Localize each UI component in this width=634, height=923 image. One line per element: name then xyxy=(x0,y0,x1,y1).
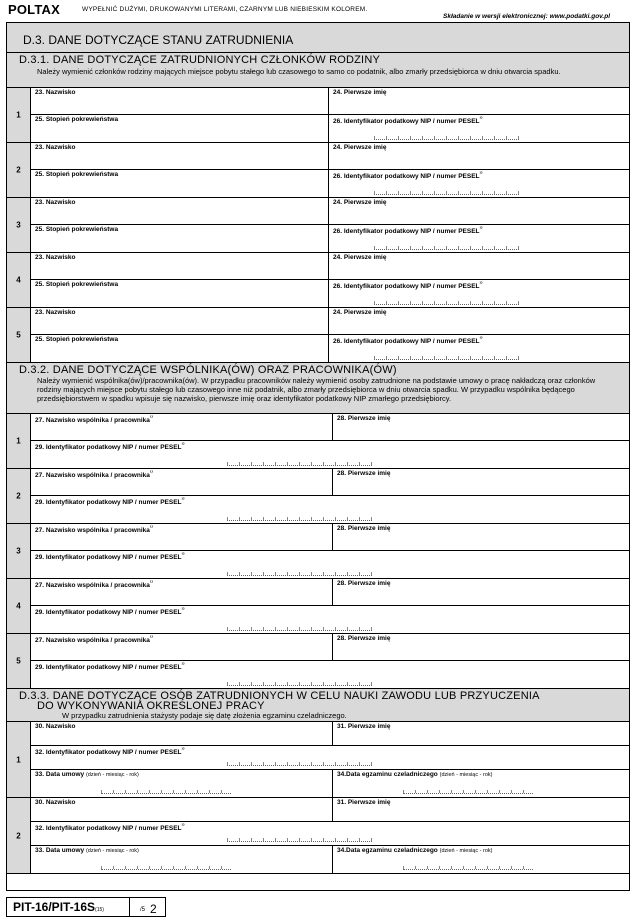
person-entry xyxy=(7,722,629,798)
section-title: D.3. DANE DOTYCZĄCE STANU ZATRUDNIENIA xyxy=(23,33,294,47)
footnote-marker: ¹⁾ xyxy=(479,226,483,232)
field-label xyxy=(35,281,118,288)
digit-boxes xyxy=(227,682,372,686)
field-label xyxy=(333,254,386,261)
field-label-text: 29. Identyfikator podatkowy NIP / numer PESEL xyxy=(35,609,182,617)
field-label-text: 29. Identyfikator podatkowy NIP / numer PESEL xyxy=(35,499,182,507)
page-number: 2 /5 xyxy=(129,898,166,916)
field-label xyxy=(333,226,482,235)
nip-pesel-field[interactable] xyxy=(31,661,630,689)
footnote-marker: ¹⁾ xyxy=(149,415,153,421)
first-name-field[interactable] xyxy=(333,469,630,495)
person-entry xyxy=(7,198,629,253)
field-label xyxy=(35,747,184,756)
field-label-text: 26. Identyfikator podatkowy NIP / numer PESEL xyxy=(333,338,480,346)
entry-row xyxy=(31,770,629,797)
field-label-text: 24. Pierwsze imię xyxy=(333,199,387,206)
entry-row xyxy=(31,253,629,280)
nip-pesel-field[interactable] xyxy=(31,606,630,634)
surname-field[interactable] xyxy=(31,634,333,660)
surname-field[interactable] xyxy=(31,88,329,114)
subsection-d32-header xyxy=(7,363,629,414)
field-label xyxy=(333,89,386,96)
date-format-hint: (dzień - miesiąc - rok) xyxy=(85,848,139,854)
entry-row xyxy=(31,198,629,225)
field-label xyxy=(35,847,139,854)
subsection-d31-title: D.3.1. DANE DOTYCZĄCE ZATRUDNIONYCH CZŁONKÓW RODZINY xyxy=(19,54,380,66)
entry-row xyxy=(31,606,629,634)
field-label xyxy=(333,309,386,316)
surname-field[interactable] xyxy=(31,524,333,550)
first-name-field[interactable] xyxy=(333,579,630,605)
field-label-text: 25. Stopień pokrewieństwa xyxy=(35,116,119,123)
subsection-d31-description: Należy wymienić członków rodziny mających miejsce pobytu stałego lub czasowego to samo co podatnik, albo zmarły przedsiębiorca w dniu otwarcia spadku. xyxy=(37,67,561,76)
field-label-text: 31. Pierwsze imię xyxy=(337,723,391,730)
person-entry xyxy=(7,634,629,689)
surname-field[interactable] xyxy=(31,798,333,821)
field-label-text: 32. Identyfikator podatkowy NIP / numer PESEL xyxy=(35,749,182,757)
footnote-marker: ¹⁾ xyxy=(479,171,483,177)
surname-field[interactable] xyxy=(31,414,333,440)
footnote-marker: ¹⁾ xyxy=(149,635,153,641)
entry-number-text: 1 xyxy=(16,110,21,120)
field-label-text: 31. Pierwsze imię xyxy=(337,799,391,806)
entry-number xyxy=(7,414,31,468)
entry-row xyxy=(31,335,629,363)
entry-number xyxy=(7,798,31,873)
entry-row xyxy=(31,280,629,308)
field-label xyxy=(337,415,390,422)
surname-field[interactable] xyxy=(31,143,329,169)
field-label xyxy=(35,89,75,96)
entry-number xyxy=(7,469,31,523)
field-label-text: 24. Pierwsze imię xyxy=(333,254,387,261)
field-label-text: 24. Pierwsze imię xyxy=(333,144,387,151)
entry-row xyxy=(31,846,629,873)
field-label-text: 23. Nazwisko xyxy=(35,144,76,151)
nip-pesel-field[interactable] xyxy=(329,225,630,253)
field-label-text: 25. Stopień pokrewieństwa xyxy=(35,281,119,288)
footnote-marker: ¹⁾ xyxy=(181,823,185,829)
digit-boxes xyxy=(227,838,372,842)
digit-boxes xyxy=(403,866,533,870)
field-label xyxy=(35,470,153,479)
field-label-text: 23. Nazwisko xyxy=(35,199,76,206)
field-label-text: 27. Nazwisko wspólnika / pracownika xyxy=(35,472,150,480)
field-label xyxy=(35,799,75,806)
field-label-text: 27. Nazwisko wspólnika / pracownika xyxy=(35,527,150,535)
surname-field[interactable] xyxy=(31,722,333,745)
field-label xyxy=(337,580,390,587)
field-label xyxy=(35,144,75,151)
field-label xyxy=(35,336,118,343)
field-label xyxy=(35,662,184,671)
entry-row xyxy=(31,798,629,822)
entry-row xyxy=(31,170,629,198)
field-label xyxy=(35,226,118,233)
entry-number-text: 5 xyxy=(16,330,21,340)
field-label-text: 25. Stopień pokrewieństwa xyxy=(35,226,119,233)
field-label-text: 25. Stopień pokrewieństwa xyxy=(35,336,119,343)
entry-row xyxy=(31,469,629,496)
field-label-text: 34.Data egzaminu czeladniczego xyxy=(337,847,438,854)
contract-date-field[interactable] xyxy=(31,770,333,797)
entry-number xyxy=(7,88,31,142)
person-entry xyxy=(7,143,629,198)
field-label-text: 26. Identyfikator podatkowy NIP / numer PESEL xyxy=(333,173,480,181)
footnote-marker: ¹⁾ xyxy=(479,116,483,122)
entry-row xyxy=(31,143,629,170)
footnote-marker: ¹⁾ xyxy=(181,662,185,668)
d33-rows xyxy=(7,722,629,874)
exam-date-field[interactable] xyxy=(333,770,630,797)
form-code: PIT-16/PIT-16S(15) xyxy=(13,900,104,914)
entry-row xyxy=(31,822,629,846)
digit-boxes xyxy=(374,136,519,140)
field-label xyxy=(337,723,390,730)
first-name-field[interactable] xyxy=(333,722,630,745)
subsection-d33-title: D.3.3. DANE DOTYCZĄCE OSÓB ZATRUDNIONYCH W CELU NAUKI ZAWODU LUB PRZYUCZENIA xyxy=(19,690,540,702)
field-label-text: 24. Pierwsze imię xyxy=(333,89,387,96)
first-name-field[interactable] xyxy=(329,143,630,169)
field-label xyxy=(333,116,482,125)
field-label xyxy=(337,799,390,806)
relationship-field[interactable] xyxy=(31,115,329,143)
nip-pesel-field[interactable] xyxy=(31,551,630,579)
entry-row xyxy=(31,115,629,143)
field-label xyxy=(35,771,139,778)
entry-number-text: 2 xyxy=(16,831,21,840)
first-name-field[interactable] xyxy=(329,88,630,114)
footnote-marker: ¹⁾ xyxy=(149,525,153,531)
entry-number xyxy=(7,634,31,688)
field-label xyxy=(35,723,75,730)
digit-boxes xyxy=(101,866,231,870)
person-entry xyxy=(7,88,629,143)
entry-number-text: 2 xyxy=(16,491,21,501)
entry-number xyxy=(7,524,31,578)
entry-row xyxy=(31,225,629,253)
digit-boxes xyxy=(227,462,372,466)
first-name-field[interactable] xyxy=(329,308,630,334)
d32-rows xyxy=(7,414,629,689)
subsection-d32-description: Należy wymienić wspólnika(ów)/pracownika(ów). W przypadku pracowników należy wymienić osoby zatrudnione na podstawie umowy o pracę nakładczą oraz członków rodziny mających miejsce pobytu stałego lub czasowego inne niż podatnik, albo zmarły przedsiębiorca w dniu otwarcia spadku. W przypadku wspólnika będącego przedsiębiorstwem w spadku wpisuje się nazwisko, pierwsze imię oraz identyfikator podatkowy NIP zmarłego przedsiębiorcy. xyxy=(37,376,596,403)
person-entry xyxy=(7,524,629,579)
subsection-d33-title-2: DO WYKONYWANIA OKREŚLONEJ PRACY xyxy=(37,700,265,712)
subsection-d32-title: D.3.2. DANE DOTYCZĄCE WSPÓLNIKA(ÓW) ORAZ PRACOWNIKA(ÓW) xyxy=(19,364,397,376)
entry-row xyxy=(31,496,629,524)
digit-boxes xyxy=(403,790,533,794)
field-label xyxy=(333,336,482,345)
field-label xyxy=(337,470,390,477)
subsection-d31-header xyxy=(7,53,629,88)
entry-row xyxy=(31,661,629,689)
footnote-marker: ¹⁾ xyxy=(479,281,483,287)
entry-row xyxy=(31,441,629,469)
entry-row xyxy=(31,414,629,441)
field-label xyxy=(333,281,482,290)
field-label xyxy=(35,497,184,506)
field-label xyxy=(333,171,482,180)
section-title-bar xyxy=(7,23,629,53)
entry-row xyxy=(31,551,629,579)
page-header xyxy=(0,0,634,22)
digit-boxes xyxy=(227,762,372,766)
field-label xyxy=(337,771,492,778)
digit-boxes xyxy=(374,191,519,195)
field-label xyxy=(35,171,118,178)
entry-row xyxy=(31,746,629,770)
field-label xyxy=(35,199,75,206)
person-entry xyxy=(7,308,629,363)
entry-row xyxy=(31,634,629,661)
fill-instruction: WYPEŁNIĆ DUŻYMI, DRUKOWANYMI LITERAMI, CZARNYM LUB NIEBIESKIM KOLOREM. xyxy=(82,6,368,13)
person-entry xyxy=(7,414,629,469)
field-label-text: 29. Identyfikator podatkowy NIP / numer PESEL xyxy=(35,554,182,562)
form-section-d3 xyxy=(6,22,630,891)
footnote-marker: ¹⁾ xyxy=(149,580,153,586)
field-label-text: 27. Nazwisko wspólnika / pracownika xyxy=(35,637,150,645)
field-label xyxy=(337,847,492,854)
digit-boxes xyxy=(374,301,519,305)
nip-pesel-field[interactable] xyxy=(329,280,630,308)
field-label xyxy=(35,607,184,616)
field-label-text: 33. Data umowy xyxy=(35,771,85,778)
field-label-text: 26. Identyfikator podatkowy NIP / numer PESEL xyxy=(333,283,480,291)
entry-number-text: 1 xyxy=(16,436,21,446)
entry-number-text: 5 xyxy=(16,656,21,666)
footnote-marker: ¹⁾ xyxy=(181,607,185,613)
field-label-text: 23. Nazwisko xyxy=(35,254,76,261)
digit-boxes xyxy=(227,572,372,576)
relationship-field[interactable] xyxy=(31,280,329,308)
field-label xyxy=(35,635,153,644)
footnote-marker: ¹⁾ xyxy=(181,747,185,753)
person-entry xyxy=(7,798,629,874)
entry-number xyxy=(7,579,31,633)
surname-field[interactable] xyxy=(31,198,329,224)
entry-number-text: 1 xyxy=(16,755,21,764)
first-name-field[interactable] xyxy=(333,798,630,821)
nip-pesel-field[interactable] xyxy=(329,335,630,363)
entry-row xyxy=(31,524,629,551)
surname-field[interactable] xyxy=(31,253,329,279)
field-label-text: 23. Nazwisko xyxy=(35,309,76,316)
field-label-text: 25. Stopień pokrewieństwa xyxy=(35,171,119,178)
field-label xyxy=(35,442,184,451)
entry-row xyxy=(31,308,629,335)
entry-number-text: 3 xyxy=(16,220,21,230)
form-footer xyxy=(6,897,166,917)
digit-boxes xyxy=(227,517,372,521)
nip-pesel-field[interactable] xyxy=(31,496,630,524)
subsection-d33-header xyxy=(7,689,629,722)
person-entry xyxy=(7,579,629,634)
field-label-text: 26. Identyfikator podatkowy NIP / numer PESEL xyxy=(333,118,480,126)
relationship-field[interactable] xyxy=(31,170,329,198)
first-name-field[interactable] xyxy=(329,253,630,279)
person-entry xyxy=(7,253,629,308)
entry-number xyxy=(7,198,31,252)
date-format-hint: (dzień - miesiąc - rok) xyxy=(439,848,493,854)
field-label-text: 27. Nazwisko wspólnika / pracownika xyxy=(35,417,150,425)
footnote-marker: ¹⁾ xyxy=(149,470,153,476)
entry-number-text: 4 xyxy=(16,275,21,285)
nip-pesel-field[interactable] xyxy=(329,115,630,143)
field-label-text: 28. Pierwsze imię xyxy=(337,580,391,587)
entry-number-text: 2 xyxy=(16,165,21,175)
nip-pesel-field[interactable] xyxy=(31,441,630,469)
footnote-marker: ¹⁾ xyxy=(181,442,185,448)
field-label-text: 28. Pierwsze imię xyxy=(337,470,391,477)
field-label xyxy=(35,116,118,123)
first-name-field[interactable] xyxy=(333,524,630,550)
field-label-text: 26. Identyfikator podatkowy NIP / numer PESEL xyxy=(333,228,480,236)
surname-field[interactable] xyxy=(31,579,333,605)
entry-row xyxy=(31,722,629,746)
contract-date-field[interactable] xyxy=(31,846,333,873)
field-label-text: 28. Pierwsze imię xyxy=(337,415,391,422)
field-label xyxy=(35,525,153,534)
first-name-field[interactable] xyxy=(329,198,630,224)
exam-date-field[interactable] xyxy=(333,846,630,873)
field-label-text: 29. Identyfikator podatkowy NIP / numer PESEL xyxy=(35,444,182,452)
nip-pesel-field[interactable] xyxy=(31,822,630,845)
field-label xyxy=(35,552,184,561)
field-label xyxy=(35,309,75,316)
field-label-text: 28. Pierwsze imię xyxy=(337,635,391,642)
person-entry xyxy=(7,469,629,524)
entry-number-text: 4 xyxy=(16,601,21,611)
field-label xyxy=(35,823,184,832)
d31-rows xyxy=(7,88,629,363)
field-label-text: 24. Pierwsze imię xyxy=(333,309,387,316)
date-format-hint: (dzień - miesiąc - rok) xyxy=(85,772,139,778)
relationship-field[interactable] xyxy=(31,225,329,253)
field-label xyxy=(333,199,386,206)
digit-boxes xyxy=(227,627,372,631)
brand-logo: POLTAX xyxy=(8,2,60,17)
footnote-marker: ¹⁾ xyxy=(181,552,185,558)
field-label-text: 28. Pierwsze imię xyxy=(337,525,391,532)
field-label xyxy=(35,415,153,424)
field-label xyxy=(35,580,153,589)
first-name-field[interactable] xyxy=(333,414,630,440)
subsection-d33-description: W przypadku zatrudnienia stażysty podaje się datę złożenia egzaminu czeladniczego. xyxy=(62,711,347,720)
field-label xyxy=(333,144,386,151)
field-label xyxy=(337,635,390,642)
relationship-field[interactable] xyxy=(31,335,329,363)
entry-row xyxy=(31,88,629,115)
entry-number xyxy=(7,722,31,797)
footnote-marker: ¹⁾ xyxy=(181,497,185,503)
field-label-text: 33. Data umowy xyxy=(35,847,85,854)
surname-field[interactable] xyxy=(31,469,333,495)
field-label-text: 27. Nazwisko wspólnika / pracownika xyxy=(35,582,150,590)
nip-pesel-field[interactable] xyxy=(329,170,630,198)
entry-number xyxy=(7,143,31,197)
footnote-marker: ¹⁾ xyxy=(479,336,483,342)
nip-pesel-field[interactable] xyxy=(31,746,630,769)
entry-row xyxy=(31,579,629,606)
surname-field[interactable] xyxy=(31,308,329,334)
date-format-hint: (dzień - miesiąc - rok) xyxy=(439,772,493,778)
field-label xyxy=(337,525,390,532)
field-label-text: 29. Identyfikator podatkowy NIP / numer PESEL xyxy=(35,664,182,672)
digit-boxes xyxy=(101,790,231,794)
field-label-text: 30. Nazwisko xyxy=(35,799,76,806)
entry-number xyxy=(7,308,31,362)
digit-boxes xyxy=(374,246,519,250)
field-label-text: 30. Nazwisko xyxy=(35,723,76,730)
field-label-text: 32. Identyfikator podatkowy NIP / numer PESEL xyxy=(35,825,182,833)
field-label-text: 34.Data egzaminu czeladniczego xyxy=(337,771,438,778)
efile-note: Składanie w wersji elektronicznej: www.podatki.gov.pl xyxy=(443,13,610,20)
entry-number xyxy=(7,253,31,307)
field-label-text: 23. Nazwisko xyxy=(35,89,76,96)
first-name-field[interactable] xyxy=(333,634,630,660)
digit-boxes xyxy=(374,356,519,360)
field-label xyxy=(35,254,75,261)
entry-number-text: 3 xyxy=(16,546,21,556)
